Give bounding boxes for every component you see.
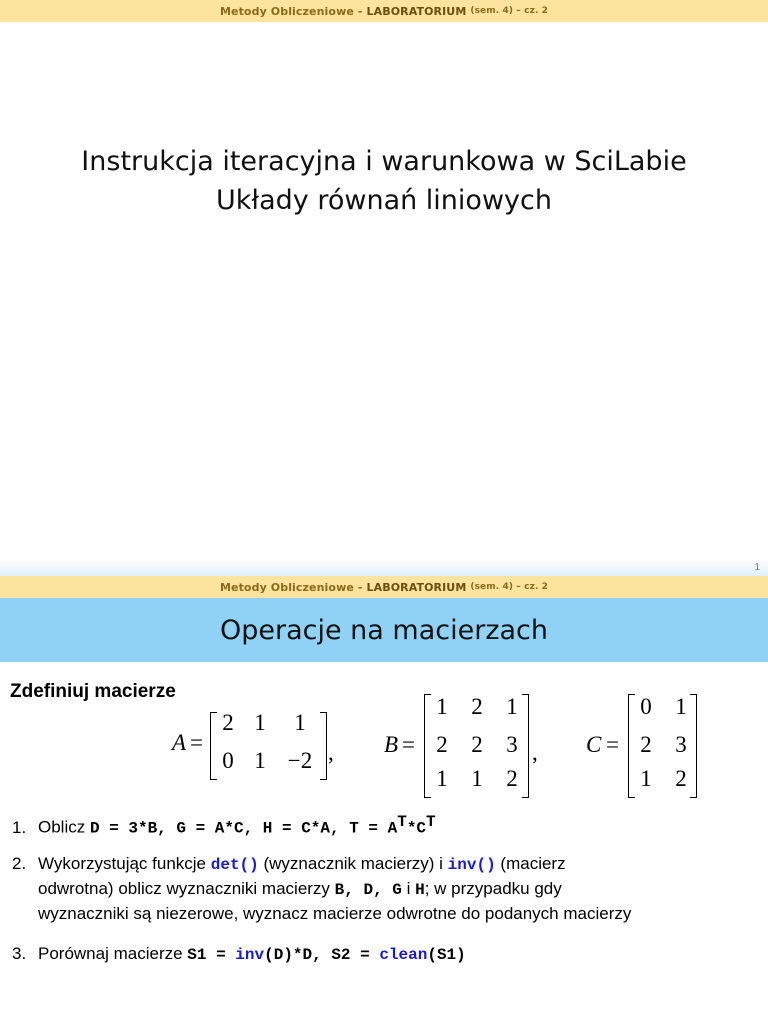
slide1-title-line2: Układy równań liniowych [216,185,552,216]
matrix-cell: −2 [287,748,313,773]
matrix-b-name: B [384,732,399,757]
matrix-cell: 2 [471,732,483,757]
item-number: 3. [12,944,27,963]
item-text: i [401,879,416,898]
matrix-cell: 1 [506,694,518,719]
item-text: wyznaczniki są niezerowe, wyznacz macierze odwrotne do podanych macierzy [38,904,632,923]
inv-function: inv() [447,856,496,874]
subheading: Zdefiniuj macierze [10,681,176,702]
item-code: (S1) [427,946,466,964]
right-bracket [522,694,529,798]
matrix-cell: 1 [436,694,448,719]
left-bracket [424,694,431,798]
matrix-cell: 1 [471,766,483,791]
header-suffix: (sem. 4) – cz. 2 [470,6,549,16]
matrix-cell: 0 [640,694,652,719]
matrix-cell: 2 [675,766,687,791]
page-number: 1 [754,562,760,573]
item-text: Wykorzystując funkcje [38,854,211,873]
matrix-cell: 0 [222,748,234,773]
header-lab: LABORATORIUM [366,580,467,594]
header-prefix: Metody Obliczeniowe - [219,4,363,18]
slide1-title-line1: Instrukcja iteracyjna i warunkowa w SciLabie [81,146,687,177]
item-code: B, D, G [334,881,402,899]
matrix-cell: 3 [675,732,687,757]
inv-function: inv [235,946,265,964]
slide2-title: Operacje na macierzach [0,598,768,662]
item-code: D = 3*B, G = A*C, H = C*A, T = A [89,819,398,838]
matrix-cell: 1 [254,748,266,773]
matrix-c-name: C [586,732,602,757]
matrix-comma: , [328,740,334,765]
matrix-cell: 1 [254,710,266,735]
left-bracket [210,712,217,780]
slide2-header [0,576,768,598]
item-code: (D)*D, S2 = [264,946,380,964]
left-bracket [628,694,635,798]
item-sup: T [426,813,436,831]
header-lab: LABORATORIUM [366,4,467,18]
item-text: (wyznacznik macierzy) i [258,854,448,873]
item-text: Oblicz [38,817,90,837]
item-text: Porównaj macierze [38,944,188,963]
matrix-a-name: A [172,730,187,755]
list-item-1 [12,811,436,841]
header-suffix: (sem. 4) – cz. 2 [470,582,549,592]
right-bracket [320,712,327,780]
matrix-b-eq: = [402,732,415,757]
item-text: (macierz [495,854,566,873]
item-code: S1 = [187,946,236,964]
det-function: det() [210,856,259,874]
matrix-cell: 1 [436,766,448,791]
slide1-title [0,142,768,220]
matrix-cell: 1 [640,766,652,791]
item-text: ; w przypadku gdy [424,879,562,898]
clean-function: clean [379,946,428,964]
item-text: odwrotna) oblicz wyznaczniki macierzy [38,879,335,898]
slide-separator [0,560,768,576]
matrix-cell: 3 [506,732,518,757]
item-sup: T [397,813,407,831]
matrix-cell: 2 [436,732,448,757]
matrix-cell: 2 [640,732,652,757]
matrix-c-eq: = [606,732,619,757]
matrix-a [168,706,338,782]
list-item-2 [12,852,631,925]
item-code: *C [406,819,427,838]
matrix-c [586,690,706,800]
right-bracket [690,694,697,798]
matrix-cell: 2 [506,766,518,791]
matrix-cell: 1 [294,710,306,735]
item-number: 1. [12,817,27,837]
item-code: H [415,881,425,899]
slide1-header [0,0,768,22]
matrix-a-eq: = [190,730,203,755]
matrix-comma: , [532,740,538,765]
matrix-cell: 2 [471,694,483,719]
item-number: 2. [12,854,27,873]
list-item-3 [12,942,466,967]
matrix-cell: 2 [222,710,234,735]
matrix-cell: 1 [675,694,687,719]
header-prefix: Metody Obliczeniowe - [219,580,363,594]
matrix-b [382,690,552,800]
